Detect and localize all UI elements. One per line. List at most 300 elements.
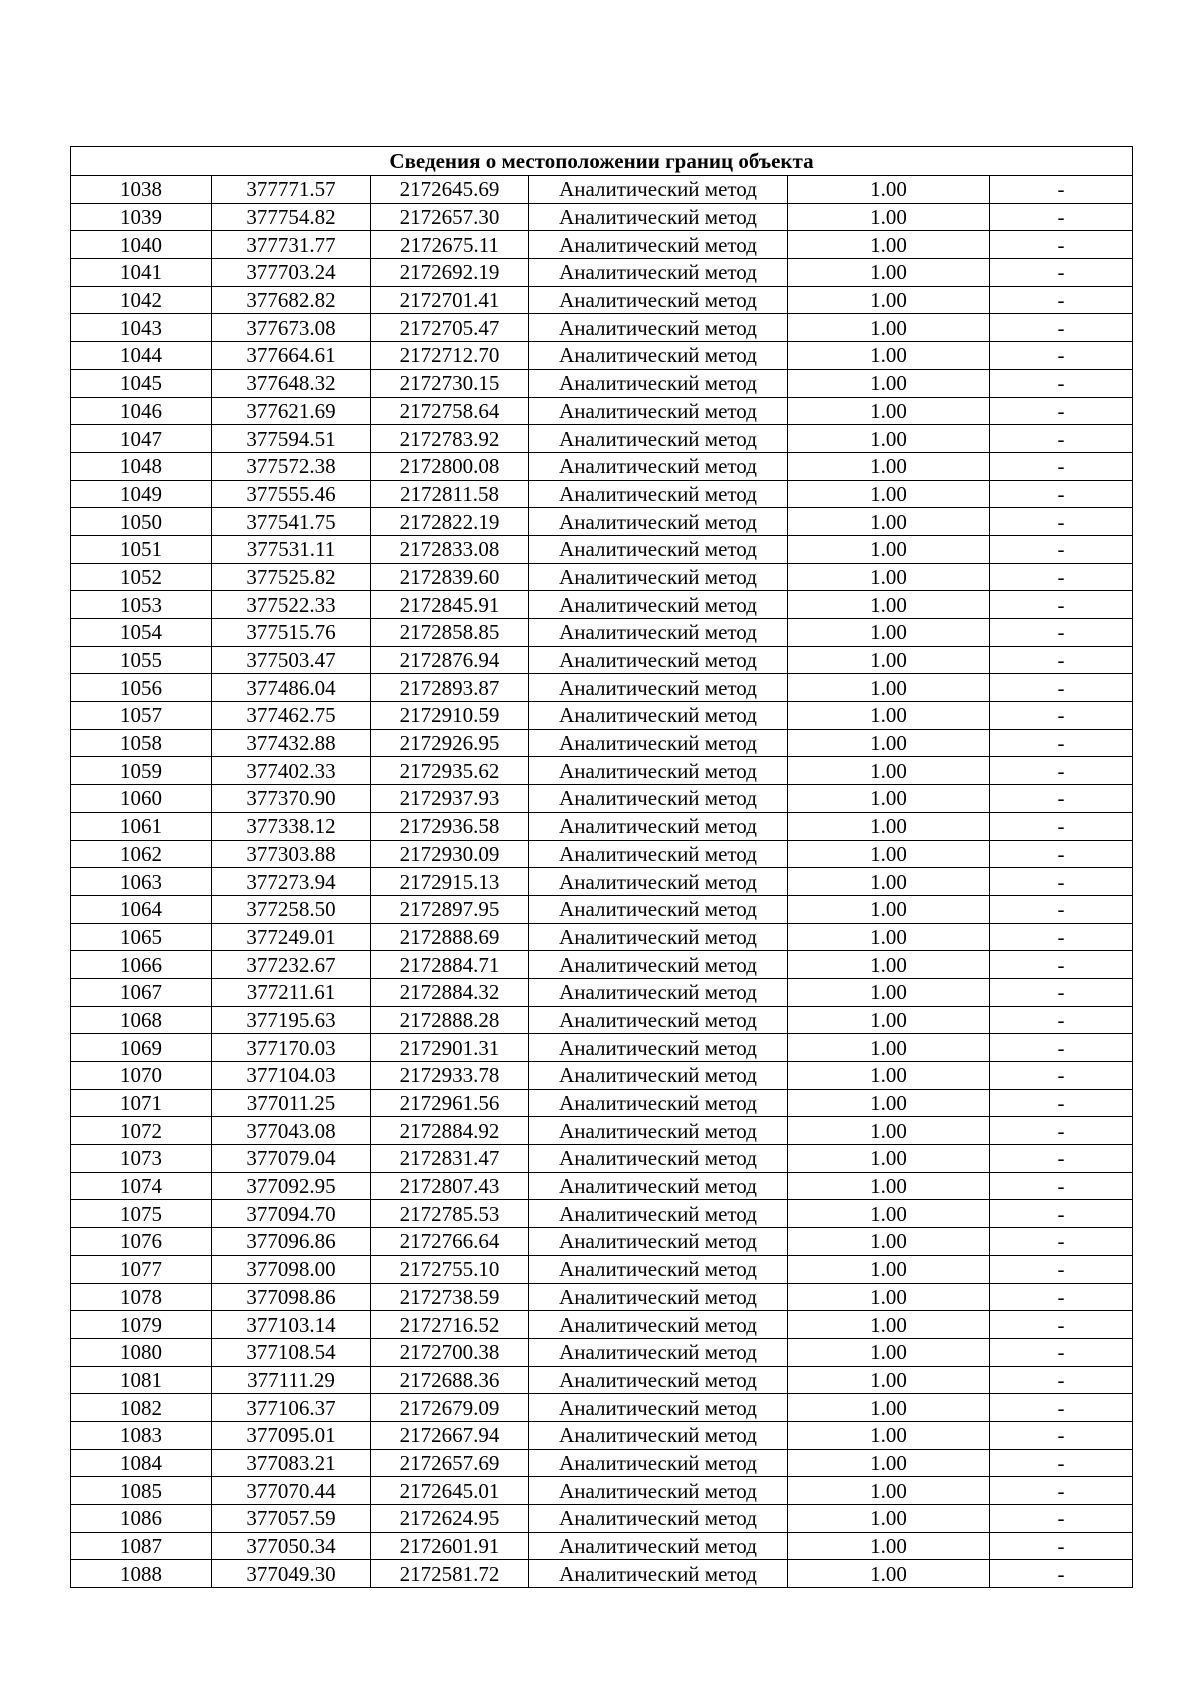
accuracy-cell: 1.00	[788, 1449, 990, 1477]
description-cell: -	[990, 757, 1133, 785]
accuracy-cell: 1.00	[788, 480, 990, 508]
x-coordinate-cell: 377303.88	[212, 840, 371, 868]
description-cell: -	[990, 425, 1133, 453]
x-coordinate-cell: 377079.04	[212, 1145, 371, 1173]
method-cell: Аналитический метод	[529, 646, 788, 674]
x-coordinate-cell: 377531.11	[212, 535, 371, 563]
y-coordinate-cell: 2172667.94	[371, 1421, 529, 1449]
y-coordinate-cell: 2172933.78	[371, 1062, 529, 1090]
y-coordinate-cell: 2172692.19	[371, 259, 529, 287]
x-coordinate-cell: 377011.25	[212, 1089, 371, 1117]
y-coordinate-cell: 2172738.59	[371, 1283, 529, 1311]
description-cell: -	[990, 978, 1133, 1006]
table-row	[71, 1228, 1133, 1256]
description-cell: -	[990, 1145, 1133, 1173]
point-number-cell: 1081	[71, 1366, 212, 1394]
method-cell: Аналитический метод	[529, 508, 788, 536]
point-number-cell: 1058	[71, 729, 212, 757]
description-cell: -	[990, 342, 1133, 370]
x-coordinate-cell: 377515.76	[212, 619, 371, 647]
description-cell: -	[990, 812, 1133, 840]
method-cell: Аналитический метод	[529, 1089, 788, 1117]
y-coordinate-cell: 2172624.95	[371, 1505, 529, 1533]
table-row	[71, 342, 1133, 370]
method-cell: Аналитический метод	[529, 868, 788, 896]
table-row	[71, 535, 1133, 563]
accuracy-cell: 1.00	[788, 729, 990, 757]
accuracy-cell: 1.00	[788, 259, 990, 287]
accuracy-cell: 1.00	[788, 591, 990, 619]
table-row	[71, 1449, 1133, 1477]
x-coordinate-cell: 377170.03	[212, 1034, 371, 1062]
method-cell: Аналитический метод	[529, 176, 788, 204]
y-coordinate-cell: 2172688.36	[371, 1366, 529, 1394]
accuracy-cell: 1.00	[788, 1532, 990, 1560]
method-cell: Аналитический метод	[529, 1560, 788, 1588]
accuracy-cell: 1.00	[788, 619, 990, 647]
method-cell: Аналитический метод	[529, 203, 788, 231]
x-coordinate-cell: 377503.47	[212, 646, 371, 674]
y-coordinate-cell: 2172833.08	[371, 535, 529, 563]
y-coordinate-cell: 2172937.93	[371, 785, 529, 813]
method-cell: Аналитический метод	[529, 840, 788, 868]
point-number-cell: 1055	[71, 646, 212, 674]
table-row	[71, 1255, 1133, 1283]
y-coordinate-cell: 2172845.91	[371, 591, 529, 619]
table-row	[71, 757, 1133, 785]
accuracy-cell: 1.00	[788, 203, 990, 231]
point-number-cell: 1038	[71, 176, 212, 204]
method-cell: Аналитический метод	[529, 674, 788, 702]
table-row	[71, 840, 1133, 868]
description-cell: -	[990, 951, 1133, 979]
description-cell: -	[990, 591, 1133, 619]
x-coordinate-cell: 377050.34	[212, 1532, 371, 1560]
description-cell: -	[990, 923, 1133, 951]
x-coordinate-cell: 377195.63	[212, 1006, 371, 1034]
table-row	[71, 785, 1133, 813]
accuracy-cell: 1.00	[788, 895, 990, 923]
accuracy-cell: 1.00	[788, 840, 990, 868]
y-coordinate-cell: 2172679.09	[371, 1394, 529, 1422]
point-number-cell: 1040	[71, 231, 212, 259]
y-coordinate-cell: 2172807.43	[371, 1172, 529, 1200]
point-number-cell: 1044	[71, 342, 212, 370]
y-coordinate-cell: 2172910.59	[371, 702, 529, 730]
accuracy-cell: 1.00	[788, 1477, 990, 1505]
x-coordinate-cell: 377106.37	[212, 1394, 371, 1422]
accuracy-cell: 1.00	[788, 1006, 990, 1034]
method-cell: Аналитический метод	[529, 535, 788, 563]
accuracy-cell: 1.00	[788, 452, 990, 480]
table-row	[71, 619, 1133, 647]
table-row	[71, 176, 1133, 204]
table-row	[71, 1089, 1133, 1117]
y-coordinate-cell: 2172657.69	[371, 1449, 529, 1477]
x-coordinate-cell: 377664.61	[212, 342, 371, 370]
method-cell: Аналитический метод	[529, 1532, 788, 1560]
table-row	[71, 203, 1133, 231]
description-cell: -	[990, 868, 1133, 896]
point-number-cell: 1059	[71, 757, 212, 785]
y-coordinate-cell: 2172712.70	[371, 342, 529, 370]
x-coordinate-cell: 377462.75	[212, 702, 371, 730]
method-cell: Аналитический метод	[529, 1006, 788, 1034]
x-coordinate-cell: 377108.54	[212, 1338, 371, 1366]
accuracy-cell: 1.00	[788, 812, 990, 840]
description-cell: -	[990, 1062, 1133, 1090]
point-number-cell: 1065	[71, 923, 212, 951]
method-cell: Аналитический метод	[529, 1449, 788, 1477]
point-number-cell: 1069	[71, 1034, 212, 1062]
accuracy-cell: 1.00	[788, 1283, 990, 1311]
description-cell: -	[990, 480, 1133, 508]
table-row	[71, 1338, 1133, 1366]
table-row	[71, 1560, 1133, 1588]
description-cell: -	[990, 1228, 1133, 1256]
x-coordinate-cell: 377525.82	[212, 563, 371, 591]
table-row	[71, 1366, 1133, 1394]
accuracy-cell: 1.00	[788, 425, 990, 453]
y-coordinate-cell: 2172730.15	[371, 369, 529, 397]
accuracy-cell: 1.00	[788, 1338, 990, 1366]
y-coordinate-cell: 2172657.30	[371, 203, 529, 231]
table-row	[71, 397, 1133, 425]
point-number-cell: 1083	[71, 1421, 212, 1449]
description-cell: -	[990, 369, 1133, 397]
point-number-cell: 1064	[71, 895, 212, 923]
point-number-cell: 1067	[71, 978, 212, 1006]
accuracy-cell: 1.00	[788, 923, 990, 951]
y-coordinate-cell: 2172935.62	[371, 757, 529, 785]
table-row	[71, 259, 1133, 287]
method-cell: Аналитический метод	[529, 1505, 788, 1533]
method-cell: Аналитический метод	[529, 923, 788, 951]
point-number-cell: 1052	[71, 563, 212, 591]
table-title: Сведения о местоположении границ объекта	[71, 147, 1133, 176]
description-cell: -	[990, 203, 1133, 231]
x-coordinate-cell: 377703.24	[212, 259, 371, 287]
y-coordinate-cell: 2172926.95	[371, 729, 529, 757]
method-cell: Аналитический метод	[529, 1145, 788, 1173]
x-coordinate-cell: 377486.04	[212, 674, 371, 702]
point-number-cell: 1084	[71, 1449, 212, 1477]
description-cell: -	[990, 895, 1133, 923]
table-row	[71, 646, 1133, 674]
y-coordinate-cell: 2172645.69	[371, 176, 529, 204]
method-cell: Аналитический метод	[529, 1366, 788, 1394]
table-row	[71, 1421, 1133, 1449]
table-row	[71, 868, 1133, 896]
point-number-cell: 1077	[71, 1255, 212, 1283]
table-row	[71, 1505, 1133, 1533]
description-cell: -	[990, 619, 1133, 647]
method-cell: Аналитический метод	[529, 1255, 788, 1283]
description-cell: -	[990, 508, 1133, 536]
accuracy-cell: 1.00	[788, 1311, 990, 1339]
point-number-cell: 1070	[71, 1062, 212, 1090]
x-coordinate-cell: 377095.01	[212, 1421, 371, 1449]
point-number-cell: 1074	[71, 1172, 212, 1200]
accuracy-cell: 1.00	[788, 674, 990, 702]
point-number-cell: 1066	[71, 951, 212, 979]
point-number-cell: 1068	[71, 1006, 212, 1034]
y-coordinate-cell: 2172893.87	[371, 674, 529, 702]
table-row	[71, 286, 1133, 314]
method-cell: Аналитический метод	[529, 369, 788, 397]
accuracy-cell: 1.00	[788, 646, 990, 674]
accuracy-cell: 1.00	[788, 1228, 990, 1256]
point-number-cell: 1039	[71, 203, 212, 231]
method-cell: Аналитический метод	[529, 342, 788, 370]
accuracy-cell: 1.00	[788, 1421, 990, 1449]
description-cell: -	[990, 646, 1133, 674]
description-cell: -	[990, 1089, 1133, 1117]
y-coordinate-cell: 2172858.85	[371, 619, 529, 647]
point-number-cell: 1071	[71, 1089, 212, 1117]
accuracy-cell: 1.00	[788, 563, 990, 591]
accuracy-cell: 1.00	[788, 978, 990, 1006]
table-row	[71, 314, 1133, 342]
table-row	[71, 1477, 1133, 1505]
x-coordinate-cell: 377211.61	[212, 978, 371, 1006]
method-cell: Аналитический метод	[529, 1034, 788, 1062]
point-number-cell: 1050	[71, 508, 212, 536]
accuracy-cell: 1.00	[788, 176, 990, 204]
point-number-cell: 1041	[71, 259, 212, 287]
y-coordinate-cell: 2172884.92	[371, 1117, 529, 1145]
description-cell: -	[990, 674, 1133, 702]
method-cell: Аналитический метод	[529, 729, 788, 757]
accuracy-cell: 1.00	[788, 1366, 990, 1394]
x-coordinate-cell: 377111.29	[212, 1366, 371, 1394]
method-cell: Аналитический метод	[529, 619, 788, 647]
table-title-row	[71, 147, 1133, 176]
accuracy-cell: 1.00	[788, 369, 990, 397]
x-coordinate-cell: 377673.08	[212, 314, 371, 342]
accuracy-cell: 1.00	[788, 1200, 990, 1228]
y-coordinate-cell: 2172705.47	[371, 314, 529, 342]
point-number-cell: 1063	[71, 868, 212, 896]
description-cell: -	[990, 1283, 1133, 1311]
accuracy-cell: 1.00	[788, 1145, 990, 1173]
table-body	[71, 176, 1133, 1588]
x-coordinate-cell: 377096.86	[212, 1228, 371, 1256]
accuracy-cell: 1.00	[788, 1394, 990, 1422]
y-coordinate-cell: 2172701.41	[371, 286, 529, 314]
y-coordinate-cell: 2172822.19	[371, 508, 529, 536]
method-cell: Аналитический метод	[529, 259, 788, 287]
method-cell: Аналитический метод	[529, 591, 788, 619]
description-cell: -	[990, 1449, 1133, 1477]
y-coordinate-cell: 2172675.11	[371, 231, 529, 259]
y-coordinate-cell: 2172936.58	[371, 812, 529, 840]
description-cell: -	[990, 1338, 1133, 1366]
x-coordinate-cell: 377098.86	[212, 1283, 371, 1311]
table-row	[71, 1034, 1133, 1062]
x-coordinate-cell: 377057.59	[212, 1505, 371, 1533]
y-coordinate-cell: 2172831.47	[371, 1145, 529, 1173]
description-cell: -	[990, 563, 1133, 591]
x-coordinate-cell: 377103.14	[212, 1311, 371, 1339]
table-row	[71, 951, 1133, 979]
table-row	[71, 702, 1133, 730]
accuracy-cell: 1.00	[788, 785, 990, 813]
table-row	[71, 369, 1133, 397]
x-coordinate-cell: 377648.32	[212, 369, 371, 397]
point-number-cell: 1073	[71, 1145, 212, 1173]
accuracy-cell: 1.00	[788, 508, 990, 536]
y-coordinate-cell: 2172915.13	[371, 868, 529, 896]
accuracy-cell: 1.00	[788, 757, 990, 785]
description-cell: -	[990, 314, 1133, 342]
description-cell: -	[990, 1421, 1133, 1449]
table-row	[71, 1062, 1133, 1090]
description-cell: -	[990, 1560, 1133, 1588]
x-coordinate-cell: 377541.75	[212, 508, 371, 536]
x-coordinate-cell: 377083.21	[212, 1449, 371, 1477]
point-number-cell: 1053	[71, 591, 212, 619]
table-row	[71, 1532, 1133, 1560]
point-number-cell: 1086	[71, 1505, 212, 1533]
y-coordinate-cell: 2172897.95	[371, 895, 529, 923]
point-number-cell: 1048	[71, 452, 212, 480]
accuracy-cell: 1.00	[788, 397, 990, 425]
y-coordinate-cell: 2172888.28	[371, 1006, 529, 1034]
description-cell: -	[990, 1505, 1133, 1533]
table-row	[71, 425, 1133, 453]
table-row	[71, 591, 1133, 619]
x-coordinate-cell: 377070.44	[212, 1477, 371, 1505]
table-row	[71, 895, 1133, 923]
description-cell: -	[990, 397, 1133, 425]
y-coordinate-cell: 2172758.64	[371, 397, 529, 425]
y-coordinate-cell: 2172785.53	[371, 1200, 529, 1228]
description-cell: -	[990, 1394, 1133, 1422]
description-cell: -	[990, 176, 1133, 204]
accuracy-cell: 1.00	[788, 286, 990, 314]
table-row	[71, 452, 1133, 480]
x-coordinate-cell: 377232.67	[212, 951, 371, 979]
y-coordinate-cell: 2172884.32	[371, 978, 529, 1006]
point-number-cell: 1046	[71, 397, 212, 425]
accuracy-cell: 1.00	[788, 951, 990, 979]
method-cell: Аналитический метод	[529, 757, 788, 785]
x-coordinate-cell: 377731.77	[212, 231, 371, 259]
method-cell: Аналитический метод	[529, 978, 788, 1006]
method-cell: Аналитический метод	[529, 314, 788, 342]
table-row	[71, 231, 1133, 259]
description-cell: -	[990, 840, 1133, 868]
x-coordinate-cell: 377682.82	[212, 286, 371, 314]
point-number-cell: 1042	[71, 286, 212, 314]
point-number-cell: 1088	[71, 1560, 212, 1588]
y-coordinate-cell: 2172601.91	[371, 1532, 529, 1560]
x-coordinate-cell: 377273.94	[212, 868, 371, 896]
table-row	[71, 563, 1133, 591]
method-cell: Аналитический метод	[529, 1117, 788, 1145]
point-number-cell: 1049	[71, 480, 212, 508]
accuracy-cell: 1.00	[788, 868, 990, 896]
point-number-cell: 1075	[71, 1200, 212, 1228]
point-number-cell: 1057	[71, 702, 212, 730]
table-row	[71, 1311, 1133, 1339]
method-cell: Аналитический метод	[529, 1394, 788, 1422]
y-coordinate-cell: 2172783.92	[371, 425, 529, 453]
description-cell: -	[990, 1006, 1133, 1034]
x-coordinate-cell: 377572.38	[212, 452, 371, 480]
x-coordinate-cell: 377092.95	[212, 1172, 371, 1200]
method-cell: Аналитический метод	[529, 397, 788, 425]
table-row	[71, 812, 1133, 840]
y-coordinate-cell: 2172755.10	[371, 1255, 529, 1283]
y-coordinate-cell: 2172766.64	[371, 1228, 529, 1256]
point-number-cell: 1082	[71, 1394, 212, 1422]
method-cell: Аналитический метод	[529, 452, 788, 480]
method-cell: Аналитический метод	[529, 1477, 788, 1505]
description-cell: -	[990, 1311, 1133, 1339]
point-number-cell: 1062	[71, 840, 212, 868]
description-cell: -	[990, 286, 1133, 314]
point-number-cell: 1078	[71, 1283, 212, 1311]
point-number-cell: 1043	[71, 314, 212, 342]
method-cell: Аналитический метод	[529, 1311, 788, 1339]
table-row	[71, 1117, 1133, 1145]
x-coordinate-cell: 377338.12	[212, 812, 371, 840]
point-number-cell: 1072	[71, 1117, 212, 1145]
y-coordinate-cell: 2172876.94	[371, 646, 529, 674]
description-cell: -	[990, 535, 1133, 563]
table-row	[71, 1200, 1133, 1228]
method-cell: Аналитический метод	[529, 480, 788, 508]
method-cell: Аналитический метод	[529, 286, 788, 314]
point-number-cell: 1056	[71, 674, 212, 702]
y-coordinate-cell: 2172645.01	[371, 1477, 529, 1505]
table-row	[71, 1145, 1133, 1173]
accuracy-cell: 1.00	[788, 1034, 990, 1062]
method-cell: Аналитический метод	[529, 1338, 788, 1366]
method-cell: Аналитический метод	[529, 1228, 788, 1256]
x-coordinate-cell: 377771.57	[212, 176, 371, 204]
description-cell: -	[990, 1255, 1133, 1283]
x-coordinate-cell: 377402.33	[212, 757, 371, 785]
accuracy-cell: 1.00	[788, 1560, 990, 1588]
x-coordinate-cell: 377249.01	[212, 923, 371, 951]
y-coordinate-cell: 2172716.52	[371, 1311, 529, 1339]
accuracy-cell: 1.00	[788, 1505, 990, 1533]
accuracy-cell: 1.00	[788, 1255, 990, 1283]
table-row	[71, 1394, 1133, 1422]
accuracy-cell: 1.00	[788, 1089, 990, 1117]
description-cell: -	[990, 785, 1133, 813]
point-number-cell: 1054	[71, 619, 212, 647]
table-row	[71, 674, 1133, 702]
x-coordinate-cell: 377094.70	[212, 1200, 371, 1228]
description-cell: -	[990, 729, 1133, 757]
y-coordinate-cell: 2172581.72	[371, 1560, 529, 1588]
accuracy-cell: 1.00	[788, 1062, 990, 1090]
method-cell: Аналитический метод	[529, 702, 788, 730]
x-coordinate-cell: 377432.88	[212, 729, 371, 757]
table-row	[71, 923, 1133, 951]
method-cell: Аналитический метод	[529, 785, 788, 813]
description-cell: -	[990, 1366, 1133, 1394]
x-coordinate-cell: 377370.90	[212, 785, 371, 813]
x-coordinate-cell: 377043.08	[212, 1117, 371, 1145]
point-number-cell: 1080	[71, 1338, 212, 1366]
y-coordinate-cell: 2172930.09	[371, 840, 529, 868]
description-cell: -	[990, 259, 1133, 287]
